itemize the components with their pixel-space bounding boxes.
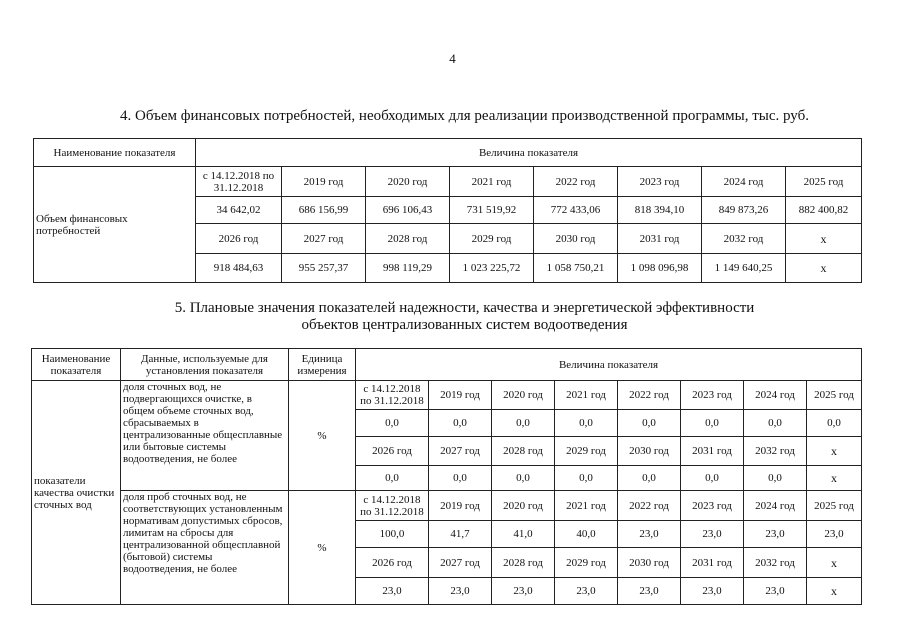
year-cell: 2028 год bbox=[492, 437, 555, 466]
year-cell: 2025 год bbox=[807, 381, 862, 410]
year-cell: 2032 год bbox=[702, 224, 786, 254]
year-cell: 2019 год bbox=[429, 381, 492, 410]
year-cell: с 14.12.2018 по 31.12.2018 bbox=[356, 381, 429, 410]
year-cell: 2030 год bbox=[534, 224, 618, 254]
year-cell: 2026 год bbox=[356, 437, 429, 466]
year-cell: 2024 год bbox=[702, 167, 786, 197]
value-cell: 23,0 bbox=[744, 521, 807, 548]
year-cell: с 14.12.2018 по 31.12.2018 bbox=[196, 167, 282, 197]
year-cell: 2024 год bbox=[744, 491, 807, 521]
header-indicator-name: Наименование показателя bbox=[32, 349, 121, 381]
value-cell: 849 873,26 bbox=[702, 197, 786, 224]
year-cell: 2029 год bbox=[555, 437, 618, 466]
year-cell: 2031 год bbox=[681, 548, 744, 578]
year-cell: 2023 год bbox=[681, 491, 744, 521]
value-cell: 0,0 bbox=[555, 466, 618, 491]
x-cell: x bbox=[807, 437, 862, 466]
year-cell: 2021 год bbox=[555, 381, 618, 410]
value-cell: 23,0 bbox=[429, 578, 492, 605]
year-cell: 2028 год bbox=[366, 224, 450, 254]
section-5-title bbox=[12, 300, 905, 334]
value-cell: 0,0 bbox=[429, 410, 492, 437]
value-cell: 0,0 bbox=[492, 466, 555, 491]
year-cell: 2021 год bbox=[555, 491, 618, 521]
x-cell: x bbox=[786, 254, 862, 283]
financial-needs-table bbox=[33, 138, 862, 283]
quality-indicators-table bbox=[31, 348, 862, 605]
year-cell: 2026 год bbox=[196, 224, 282, 254]
indicator-2-unit: % bbox=[289, 491, 356, 605]
header-data: Данные, используемые для установления показателя bbox=[121, 349, 289, 381]
value-cell: 23,0 bbox=[681, 521, 744, 548]
value-cell: 23,0 bbox=[744, 578, 807, 605]
header-indicator-value: Величина показателя bbox=[356, 349, 862, 381]
indicator-name: Объем финансовых потребностей bbox=[34, 167, 196, 283]
value-cell: 0,0 bbox=[429, 466, 492, 491]
value-cell: 772 433,06 bbox=[534, 197, 618, 224]
year-cell: 2028 год bbox=[492, 548, 555, 578]
section-5-title-line-2: объектов централизованных систем водоотведения bbox=[301, 317, 628, 333]
value-cell: 0,0 bbox=[681, 410, 744, 437]
value-cell: 0,0 bbox=[618, 466, 681, 491]
year-cell: 2022 год bbox=[534, 167, 618, 197]
value-cell: 0,0 bbox=[492, 410, 555, 437]
year-cell: 2024 год bbox=[744, 381, 807, 410]
year-cell: 2025 год bbox=[786, 167, 862, 197]
year-cell: 2032 год bbox=[744, 437, 807, 466]
year-cell: 2030 год bbox=[618, 437, 681, 466]
value-cell: 1 023 225,72 bbox=[450, 254, 534, 283]
value-cell: 0,0 bbox=[744, 466, 807, 491]
value-cell: 955 257,37 bbox=[282, 254, 366, 283]
year-cell: 2023 год bbox=[681, 381, 744, 410]
year-cell: 2031 год bbox=[681, 437, 744, 466]
year-cell: 2023 год bbox=[618, 167, 702, 197]
section-5-title-line-1: 5. Плановые значения показателей надежности, качества и энергетической эффективности bbox=[174, 300, 755, 316]
value-cell: 41,0 bbox=[492, 521, 555, 548]
value-cell: 686 156,99 bbox=[282, 197, 366, 224]
x-cell: x bbox=[807, 578, 862, 605]
value-cell: 23,0 bbox=[492, 578, 555, 605]
year-cell: 2029 год bbox=[450, 224, 534, 254]
value-cell: 998 119,29 bbox=[366, 254, 450, 283]
x-cell: x bbox=[807, 466, 862, 491]
indicator-group-name: показатели качества очистки сточных вод bbox=[32, 381, 121, 605]
year-cell: 2022 год bbox=[618, 381, 681, 410]
year-cell: 2030 год bbox=[618, 548, 681, 578]
year-cell: 2020 год bbox=[492, 381, 555, 410]
value-cell: 23,0 bbox=[356, 578, 429, 605]
year-cell: 2020 год bbox=[366, 167, 450, 197]
year-cell: 2019 год bbox=[429, 491, 492, 521]
year-cell: 2019 год bbox=[282, 167, 366, 197]
indicator-1-description: доля сточных вод, не подвергающихся очистке, в общем объеме сточных вод, сбрасываемых в централизованные общесплавные или бытовые системы водоотведения, не более bbox=[121, 381, 289, 491]
value-cell: 882 400,82 bbox=[786, 197, 862, 224]
year-cell: 2027 год bbox=[429, 548, 492, 578]
value-cell: 1 058 750,21 bbox=[534, 254, 618, 283]
year-cell: 2029 год bbox=[555, 548, 618, 578]
value-cell: 0,0 bbox=[555, 410, 618, 437]
value-cell: 918 484,63 bbox=[196, 254, 282, 283]
year-cell: 2031 год bbox=[618, 224, 702, 254]
indicator-1-unit: % bbox=[289, 381, 356, 491]
value-cell: 23,0 bbox=[618, 521, 681, 548]
year-cell: 2026 год bbox=[356, 548, 429, 578]
year-cell: с 14.12.2018 по 31.12.2018 bbox=[356, 491, 429, 521]
value-cell: 1 149 640,25 bbox=[702, 254, 786, 283]
year-cell: 2027 год bbox=[429, 437, 492, 466]
value-cell: 23,0 bbox=[681, 578, 744, 605]
value-cell: 0,0 bbox=[356, 466, 429, 491]
year-cell: 2021 год bbox=[450, 167, 534, 197]
indicator-2-description: доля проб сточных вод, не соответствующих установленным нормативам допустимых сбросов, лимитам на сбросы для централизованной общесплавной (бытовой) системы водоотведения, не более bbox=[121, 491, 289, 605]
value-cell: 23,0 bbox=[807, 521, 862, 548]
x-cell: x bbox=[807, 548, 862, 578]
year-cell: 2025 год bbox=[807, 491, 862, 521]
value-cell: 1 098 096,98 bbox=[618, 254, 702, 283]
value-cell: 0,0 bbox=[744, 410, 807, 437]
header-unit: Единица измерения bbox=[289, 349, 356, 381]
header-indicator-name: Наименование показателя bbox=[34, 139, 196, 167]
value-cell: 0,0 bbox=[618, 410, 681, 437]
value-cell: 34 642,02 bbox=[196, 197, 282, 224]
value-cell: 696 106,43 bbox=[366, 197, 450, 224]
value-cell: 0,0 bbox=[681, 466, 744, 491]
value-cell: 23,0 bbox=[555, 578, 618, 605]
value-cell: 0,0 bbox=[356, 410, 429, 437]
year-cell: 2020 год bbox=[492, 491, 555, 521]
value-cell: 0,0 bbox=[807, 410, 862, 437]
year-cell: 2032 год bbox=[744, 548, 807, 578]
value-cell: 100,0 bbox=[356, 521, 429, 548]
value-cell: 41,7 bbox=[429, 521, 492, 548]
value-cell: 818 394,10 bbox=[618, 197, 702, 224]
x-cell: x bbox=[786, 224, 862, 254]
value-cell: 40,0 bbox=[555, 521, 618, 548]
page-number: 4 bbox=[449, 51, 456, 66]
value-cell: 23,0 bbox=[618, 578, 681, 605]
section-4-title: 4. Объем финансовых потребностей, необходимых для реализации производственной программы, тыс. руб. bbox=[119, 108, 809, 124]
year-cell: 2022 год bbox=[618, 491, 681, 521]
year-cell: 2027 год bbox=[282, 224, 366, 254]
value-cell: 731 519,92 bbox=[450, 197, 534, 224]
header-indicator-value: Величина показателя bbox=[196, 139, 862, 167]
